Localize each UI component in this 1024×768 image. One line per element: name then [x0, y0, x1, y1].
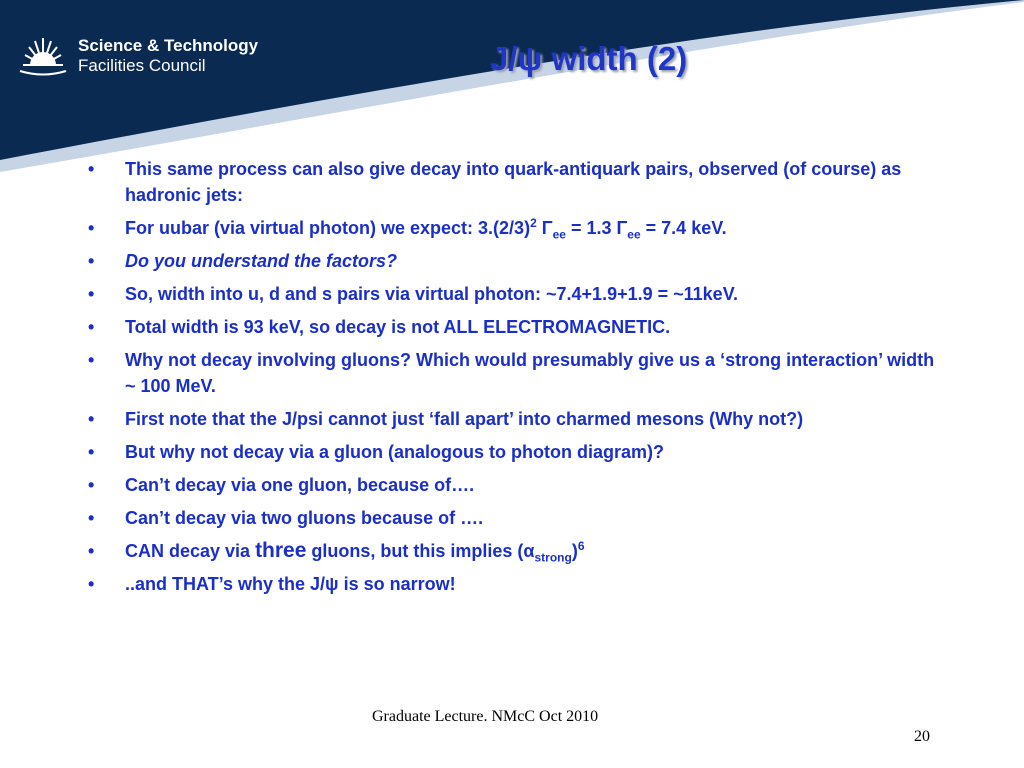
bullet-item: • ..and THAT’s why the J/ψ is so narrow!: [88, 571, 938, 597]
bullet-item: • Can’t decay via two gluons because of ….: [88, 505, 938, 531]
page-number: 20: [914, 728, 930, 745]
stfc-logo: [18, 18, 268, 88]
slide-title: J/ψ width (2): [490, 40, 688, 77]
footer-text: Graduate Lecture. NMcC Oct 2010: [372, 708, 599, 725]
bullet-item: • Do you understand the factors?: [88, 248, 938, 274]
bullet-item: • Total width is 93 keV, so decay is not ALL ELECTROMAGNETIC.: [88, 314, 938, 340]
bullet-item: • CAN decay via three gluons, but this implies $(\alpha_{strong})^6$: [88, 538, 938, 564]
bullet-item: • Can’t decay via one gluon, because of….: [88, 472, 938, 498]
sunburst-icon: [18, 30, 68, 80]
bullet-item: • First note that the J/psi cannot just ‘fall apart’ into charmed mesons (Why not?): [88, 406, 938, 432]
bullet-item: • Why not decay involving gluons? Which would presumably give us a ‘strong interaction’ width ~ 100 MeV.: [88, 347, 938, 399]
bullet-item: • This same process can also give decay into quark-antiquark pairs, observed (of course) as hadronic jets:: [88, 156, 938, 208]
bullet-item: • For uubar (via virtual photon) we expect: $3.(2/3)^2$ $\Gamma_{ee} = 1.3$ $\Gamma_{ee} = 7.4$ keV.: [88, 215, 938, 241]
logo-line-1: Science & Technology: [78, 36, 259, 55]
logo-line-2: Facilities Council: [78, 56, 206, 75]
bullet-item: • But why not decay via a gluon (analogous to photon diagram)?: [88, 439, 938, 465]
bullet-item: • So, width into u, d and s pairs via virtual photon: ~7.4+1.9+1.9 = ~11keV.: [88, 281, 938, 307]
bullet-list: [88, 156, 938, 604]
logo-text: [78, 36, 258, 76]
